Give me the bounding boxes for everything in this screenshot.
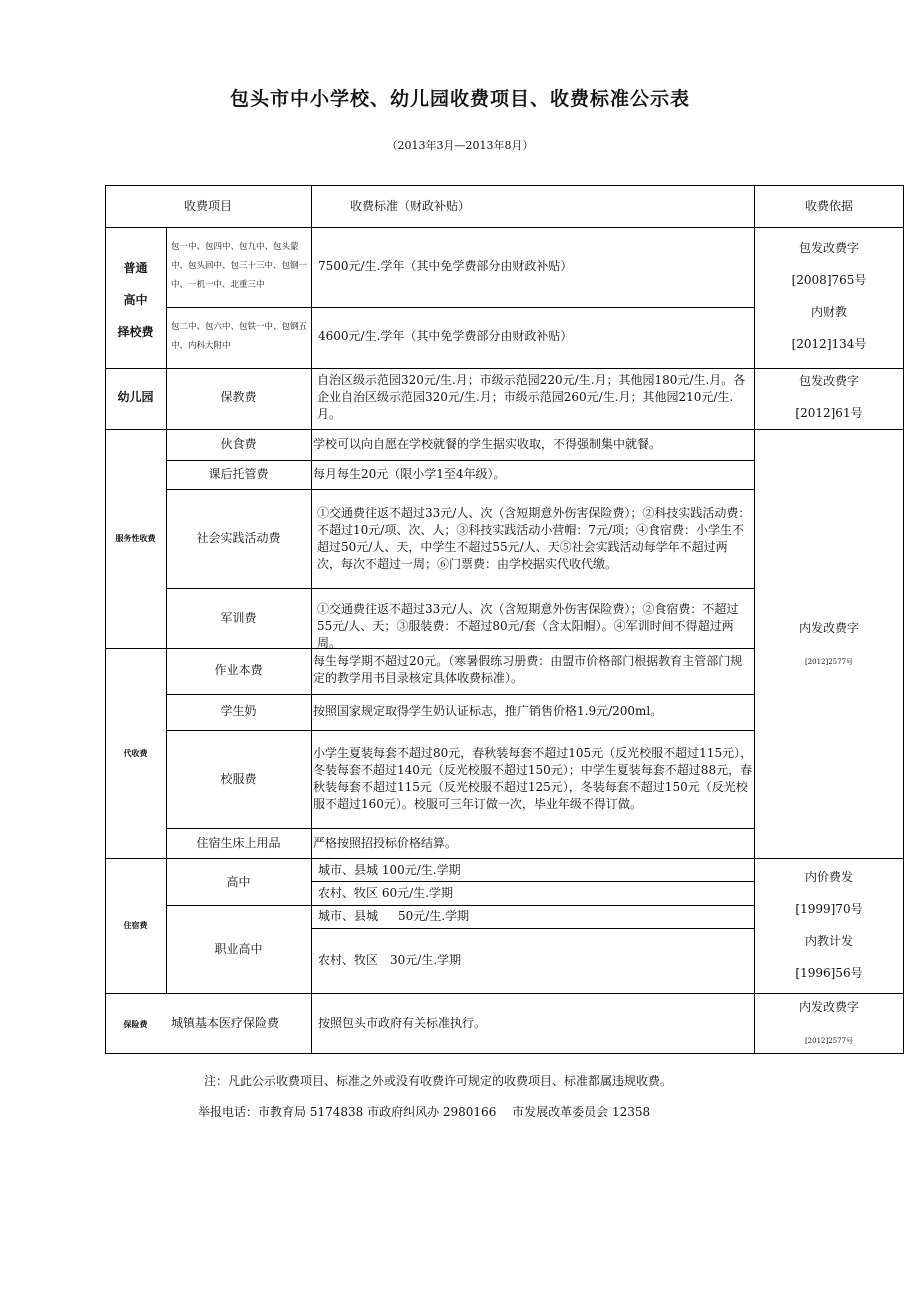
table-divider <box>105 227 904 228</box>
fee-item: 高中 <box>226 875 251 889</box>
table-divider <box>166 307 754 308</box>
fee-standard: 城市、县城 <box>318 909 379 923</box>
table-divider <box>166 905 754 906</box>
fee-standard: 农村、牧区 60元/生.学期 <box>318 886 453 900</box>
fee-item: 伙食费 <box>220 437 257 451</box>
category-service: 服务性收费 <box>115 534 156 543</box>
fee-item: 住宿生床上用品 <box>196 836 281 850</box>
fee-basis: 内发改费字 <box>798 1000 859 1014</box>
fee-standard: 每生每学期不超过20元。（寒暑假练习册费：由盟市价格部门根据教育主管部门规定的教学用书目录核定具体收费标准）。 <box>313 654 743 685</box>
fee-basis: 内价费发 [1999]70号 内教计发 [1996]56号 <box>795 870 863 980</box>
fee-item: 学生奶 <box>220 704 257 718</box>
table-divider <box>166 828 754 829</box>
fee-standard: 城市、县城 100元/生.学期 <box>318 863 461 877</box>
category-lodging: 住宿费 <box>123 921 148 930</box>
table-divider <box>311 185 312 1054</box>
table-divider <box>166 460 754 461</box>
table-divider <box>105 858 904 859</box>
fee-standard: ①交通费往返不超过33元/人、次（含短期意外伤害保险费）；②科技实践活动费：不超过10元/项、次、人；③科技实践活动小营帽：7元/项；④食宿费：小学生不超过50元/人、天，中学生不超过55元/人、天⑤社会实践活动每学年不超过两次，每次不超过一周；⑥门票费：由学校据实代收代缴。 <box>317 506 751 571</box>
table-divider <box>311 881 754 882</box>
fee-basis: [2012]2577号 <box>804 658 854 666</box>
page-subtitle: （2013年3月—2013年8月） <box>386 139 534 152</box>
fee-standard: 7500元/生.学年（其中免学费部分由财政补贴） <box>318 259 573 273</box>
table-divider <box>105 429 904 430</box>
fee-basis: 包发改费字 [2012]61号 <box>795 374 863 420</box>
category-high-school: 普通 高中 择校费 <box>117 261 154 339</box>
header-basis: 收费依据 <box>804 199 853 213</box>
fee-standard: 农村、牧区 30元/生.学期 <box>318 953 462 967</box>
fee-standard: 严格按照招投标价格结算。 <box>313 836 458 850</box>
fee-item: 作业本费 <box>214 663 263 677</box>
header-standard: 收费标准（财政补贴） <box>350 199 471 213</box>
fee-standard: 按照包头市政府有关标准执行。 <box>318 1016 487 1030</box>
table-divider <box>166 730 754 731</box>
table-divider <box>166 588 754 589</box>
fee-basis: 包发改费字 [2008]765号 内财教 [2012]134号 <box>791 241 867 351</box>
page-title: 包头市中小学校、幼儿园收费项目、收费标准公示表 <box>229 88 690 110</box>
fee-item: 军训费 <box>220 611 257 625</box>
footer-note: 注：凡此公示收费项目、标准之外或没有收费许可规定的收费项目、标准都属违规收费。 <box>204 1074 673 1088</box>
category-agency: 代收费 <box>123 749 148 758</box>
fee-basis: 内发改费字 <box>798 621 859 635</box>
fee-item: 城镇基本医疗保险费 <box>171 1016 280 1030</box>
fee-standard: 4600元/生.学年（其中免学费部分由财政补贴） <box>318 329 573 343</box>
fee-item: 课后托管费 <box>208 467 269 481</box>
fee-item: 校服费 <box>220 772 257 786</box>
header-item: 收费项目 <box>183 199 232 213</box>
school-list: 包二中、包六中、包铁一中、包钢五中、内科大附中 <box>171 322 308 351</box>
category-kindergarten: 幼儿园 <box>117 390 154 404</box>
footer-hotline: 举报电话：市教育局 5174838 市政府纠风办 2980166 市发展改革委员会 12358 <box>198 1105 651 1119</box>
fee-standard: 自治区级示范园320元/生.月；市级示范园220元/生.月；其他园180元/生.月。各企业自治区级示范园320元/生.月；市级示范园260元/生.月；其他园210元/生.月。 <box>317 373 746 421</box>
fee-item: 保教费 <box>220 390 257 404</box>
table-divider <box>166 694 754 695</box>
fee-standard: 50元/生.学期 <box>398 909 470 923</box>
school-list: 包一中、包四中、包九中、包头蒙中、包头回中、包三十三中、包钢一中、一机一中、北重三中 <box>171 242 308 290</box>
table-divider <box>166 489 754 490</box>
fee-item: 社会实践活动费 <box>196 531 281 545</box>
fee-standard: 按照国家规定取得学生奶认证标志，推广销售价格1.9元/200ml。 <box>313 704 663 718</box>
fee-standard: ①交通费往返不超过33元/人、次（含短期意外伤害保险费）；②食宿费：不超过55元/人、天；③服装费：不超过80元/套（含太阳帽）。④军训时间不得超过两周。 <box>317 602 739 650</box>
table-divider <box>105 993 904 994</box>
fee-item: 职业高中 <box>214 942 263 956</box>
fee-standard: 学校可以向自愿在学校就餐的学生据实收取，不得强制集中就餐。 <box>313 437 662 451</box>
fee-standard: 每月每生20元（限小学1至4年级）。 <box>313 467 506 481</box>
fee-standard: 小学生夏装每套不超过80元，春秋装每套不超过105元（反光校服不超过115元），冬装每套不超过140元（反光校服不超过150元）；中学生夏装每套不超过88元，春秋装每套不超过115元（反光校服不超过125元），冬装每套不超过150元（反光校服不超过160元）。校服可三年订做一次，毕业年级不得订做。 <box>313 746 753 811</box>
category-insurance: 保险费 <box>123 1020 148 1029</box>
fee-basis: [2012]2577号 <box>804 1037 854 1045</box>
table-divider <box>311 928 754 929</box>
